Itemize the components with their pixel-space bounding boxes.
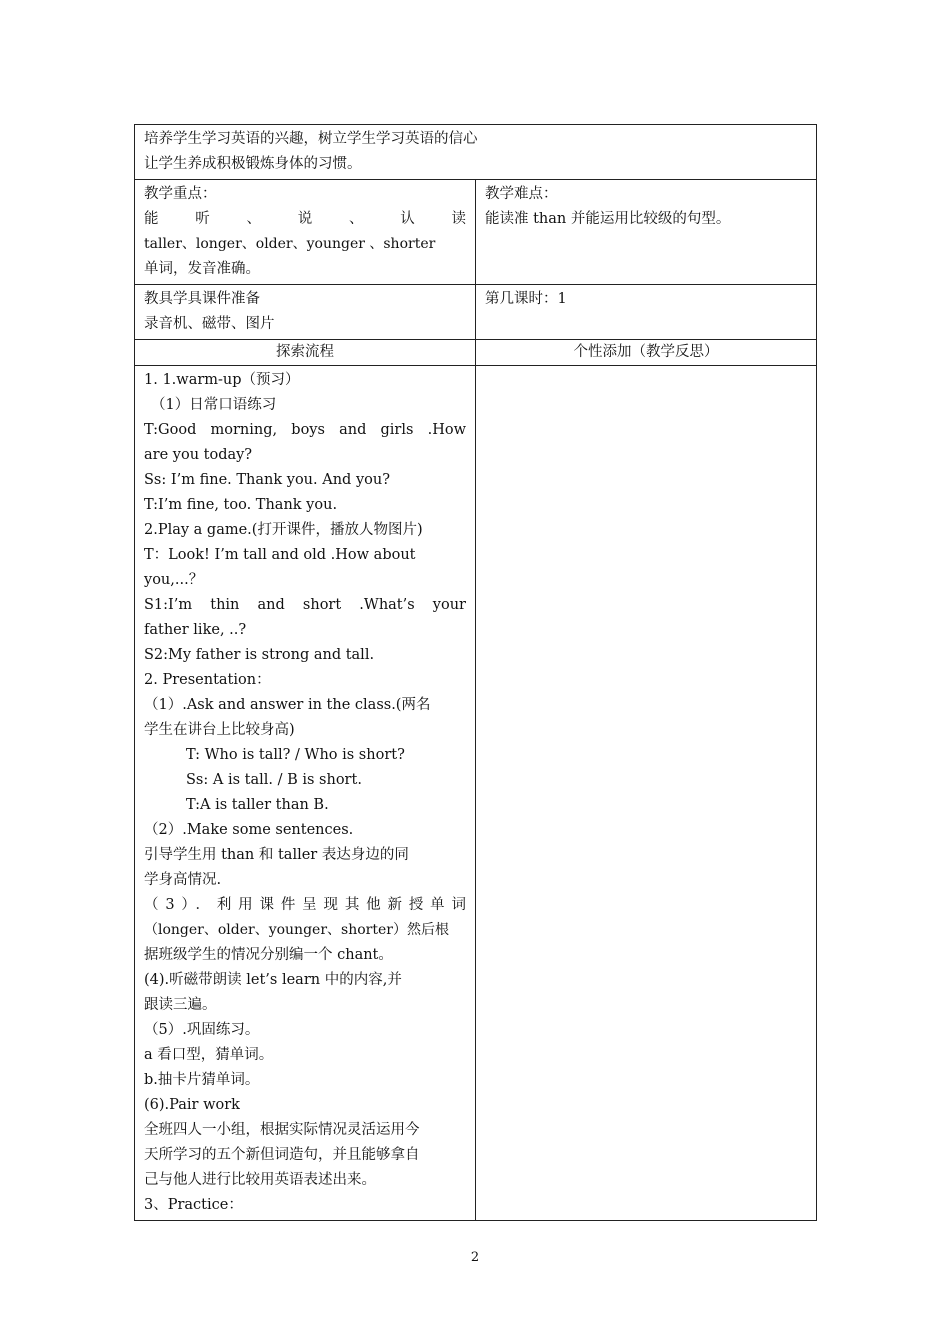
process-line: are you today? <box>144 447 253 463</box>
materials-cell <box>135 285 476 340</box>
process-line: Ss: I’m fine. Thank you. And you? <box>144 472 390 488</box>
process-line: b.抽卡片猜单词。 <box>144 1072 260 1088</box>
process-line: T: Who is tall? / Who is short? <box>186 747 405 763</box>
spread-word: 能 <box>144 211 159 227</box>
key-points-row <box>135 180 817 285</box>
key-points-cell <box>135 180 476 285</box>
process-line: 跟读三遍。 <box>144 997 217 1013</box>
objective-line-2: 让学生养成积极锻炼身体的习惯。 <box>144 156 362 172</box>
spread-word: 读 <box>451 211 466 227</box>
materials-heading: 教具学具课件准备 <box>144 291 260 307</box>
process-line: （3）．利用课件呈现其他新授单词 <box>144 897 466 913</box>
spread-word: 、 <box>349 211 364 227</box>
process-line: 全班四人一小组，根据实际情况灵活运用今 <box>144 1122 420 1138</box>
process-line: T:I’m fine, too. Thank you. <box>144 497 338 513</box>
process-line: 据班级学生的情况分别编一个 chant。 <box>144 947 393 963</box>
process-line: a 看口型，猜单词。 <box>144 1047 274 1063</box>
process-line: 学生在讲台上比较身高) <box>144 722 295 738</box>
difficulties-text: 能读准 than 并能运用比较级的句型。 <box>485 211 731 227</box>
process-line: 1. 1.warm-up（预习） <box>144 372 300 388</box>
process-line: （longer、older、younger、shorter）然后根 <box>144 922 449 938</box>
process-line: （1）日常口语练习 <box>151 397 277 413</box>
reflection-cell <box>476 366 817 1221</box>
process-line: (4).听磁带朗读 let’s learn 中的内容,并 <box>144 972 402 988</box>
lesson-number-text: 第几课时：1 <box>485 291 567 307</box>
spread-word: 、 <box>246 211 261 227</box>
key-points-words: taller、longer、older、younger 、shorter <box>144 236 436 252</box>
process-line: S2:My father is strong and tall. <box>144 647 375 663</box>
process-line: Ss: A is tall. / B is short. <box>186 772 362 788</box>
process-line: (6).Pair work <box>144 1097 240 1113</box>
objectives-row <box>135 125 817 180</box>
process-line: 己与他人进行比较用英语表述出来。 <box>144 1172 376 1188</box>
objectives-cell <box>135 125 817 180</box>
process-line: 天所学习的五个新但词造句，并且能够拿自 <box>144 1147 420 1163</box>
column-header-row <box>135 340 817 366</box>
materials-row <box>135 285 817 340</box>
process-line: T:A is taller than B. <box>186 797 329 813</box>
process-line: 引导学生用 than 和 taller 表达身边的同 <box>144 847 409 863</box>
process-row <box>135 366 817 1221</box>
process-cell <box>135 366 476 1221</box>
process-line: T:Good morning, boys and girls .How <box>144 422 466 438</box>
process-line: 2. Presentation： <box>144 672 271 688</box>
key-points-tail: 单词，发音准确。 <box>144 261 260 277</box>
difficulties-cell <box>476 180 817 285</box>
key-points-heading: 教学重点： <box>144 186 217 202</box>
process-line: you,...？ <box>144 572 204 588</box>
process-line: 2.Play a game.(打开课件，播放人物图片) <box>144 522 423 538</box>
materials-text: 录音机、磁带、图片 <box>144 316 275 332</box>
spread-word: 说 <box>297 211 313 227</box>
spread-word: 认 <box>400 211 415 227</box>
process-line: father like, ..? <box>144 622 247 638</box>
spread-word: 听 <box>195 211 210 227</box>
process-header: 探索流程 <box>135 340 476 366</box>
page-number: 2 <box>470 1250 480 1265</box>
process-line: （1）.Ask and answer in the class.(两名 <box>144 697 431 713</box>
process-line: （5）.巩固练习。 <box>144 1022 260 1038</box>
process-line: （2）.Make some sentences. <box>144 822 354 838</box>
lesson-plan-table <box>134 124 817 1221</box>
reflection-header: 个性添加（教学反思） <box>476 340 817 366</box>
process-line: S1:I’m thin and short .What’s your <box>144 597 466 613</box>
key-points-spread-line <box>144 207 466 232</box>
process-line: 3、Practice： <box>144 1197 243 1213</box>
difficulties-heading: 教学难点： <box>485 186 558 202</box>
process-line: 学身高情况. <box>144 872 222 888</box>
objective-line-1: 培养学生学习英语的兴趣，树立学生学习英语的信心 <box>144 131 478 147</box>
lesson-number-cell <box>476 285 817 340</box>
process-line: T：Look! I’m tall and old .How about <box>144 547 416 563</box>
